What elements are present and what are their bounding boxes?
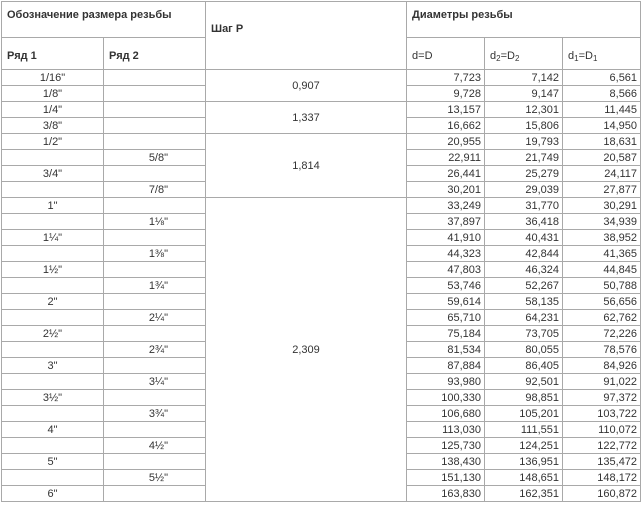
pitch-diameter-cell: 92,501 [485, 374, 563, 390]
size-row1-cell [2, 342, 104, 358]
major-diameter-cell: 100,330 [407, 390, 485, 406]
minor-diameter-cell: 44,845 [563, 262, 641, 278]
major-diameter-cell: 41,910 [407, 230, 485, 246]
pitch-diameter-cell: 36,418 [485, 214, 563, 230]
minor-D-symbol: D [585, 49, 593, 62]
minor-diameter-cell: 160,872 [563, 486, 641, 502]
row2-header: Ряд 2 [104, 38, 206, 70]
minor-diameter-cell: 56,656 [563, 294, 641, 310]
minor-diameter-cell: 78,576 [563, 342, 641, 358]
major-diameter-cell: 65,710 [407, 310, 485, 326]
size-row1-cell [2, 406, 104, 422]
size-row1-cell: 3½" [2, 390, 104, 406]
size-row2-cell [104, 390, 206, 406]
size-row2-cell: 1¾" [104, 278, 206, 294]
size-row2-cell [104, 102, 206, 118]
size-row1-cell: 1¼" [2, 230, 104, 246]
size-row2-cell [104, 326, 206, 342]
size-row2-cell [104, 422, 206, 438]
major-diameter-cell: 59,614 [407, 294, 485, 310]
pitch-diameter-cell: 105,201 [485, 406, 563, 422]
size-row1-cell: 6" [2, 486, 104, 502]
pitch-diameter-cell: 21,749 [485, 150, 563, 166]
pitch-cell: 0,907 [206, 70, 407, 102]
pitch-diameter-header: $d_2=D_2$ [485, 38, 563, 70]
major-diameter-cell: 30,201 [407, 182, 485, 198]
pitch-diameter-cell: 19,793 [485, 134, 563, 150]
table-row [2, 134, 641, 150]
size-row2-cell [104, 70, 206, 86]
size-row1-cell: 1/8" [2, 86, 104, 102]
size-row2-cell [104, 230, 206, 246]
size-row1-cell: 5" [2, 454, 104, 470]
size-row1-cell [2, 470, 104, 486]
major-diameter-cell: 7,723 [407, 70, 485, 86]
pitch-cell: 1,337 [206, 102, 407, 134]
pitch-diameter-cell: 86,405 [485, 358, 563, 374]
major-diameter-cell: 151,130 [407, 470, 485, 486]
thread-dimensions-table [1, 1, 641, 502]
minor-diameter-cell: 110,072 [563, 422, 641, 438]
size-row1-cell [2, 374, 104, 390]
major-diameter-cell: 22,911 [407, 150, 485, 166]
major-d-symbol: d [412, 49, 419, 62]
size-row2-cell [104, 118, 206, 134]
minor-d-symbol: d [568, 49, 575, 62]
minor-diameter-cell: 148,172 [563, 470, 641, 486]
size-row2-cell [104, 198, 206, 214]
size-row1-cell [2, 310, 104, 326]
minor-diameter-header: $d_1=D_1$ [563, 38, 641, 70]
major-diameter-cell: 13,157 [407, 102, 485, 118]
major-diameter-cell: 26,441 [407, 166, 485, 182]
size-row2-cell: 3¾" [104, 406, 206, 422]
size-row2-cell [104, 86, 206, 102]
minor-diameter-cell: 11,445 [563, 102, 641, 118]
size-row1-cell [2, 182, 104, 198]
pitch-diameter-cell: 9,147 [485, 86, 563, 102]
pitch-diameter-cell: 31,770 [485, 198, 563, 214]
pitch-diameter-cell: 52,267 [485, 278, 563, 294]
size-row1-cell: 3/4" [2, 166, 104, 182]
minor-D-subscript: 1 [592, 53, 598, 63]
major-diameter-cell: 37,897 [407, 214, 485, 230]
minor-diameter-cell: 103,722 [563, 406, 641, 422]
major-diameter-cell: 138,430 [407, 454, 485, 470]
major-diameter-cell: 93,980 [407, 374, 485, 390]
minor-diameter-cell: 6,561 [563, 70, 641, 86]
size-row2-cell [104, 358, 206, 374]
pitch-diameter-cell: 98,851 [485, 390, 563, 406]
minor-diameter-cell: 34,939 [563, 214, 641, 230]
major-diameter-cell: 163,830 [407, 486, 485, 502]
pitch-diameter-cell: 29,039 [485, 182, 563, 198]
pitch-diameter-cell: 64,231 [485, 310, 563, 326]
size-row1-cell [2, 214, 104, 230]
size-row1-cell: 3" [2, 358, 104, 374]
major-diameter-cell: 9,728 [407, 86, 485, 102]
minor-d-subscript: 1 [574, 53, 579, 63]
minor-diameter-cell: 24,117 [563, 166, 641, 182]
major-diameter-cell: 106,680 [407, 406, 485, 422]
pitch-diameter-cell: 111,551 [485, 422, 563, 438]
pitch-diameter-cell: 124,251 [485, 438, 563, 454]
pitch-diameter-cell: 40,431 [485, 230, 563, 246]
minor-diameter-cell: 30,291 [563, 198, 641, 214]
major-diameter-cell: 81,534 [407, 342, 485, 358]
pitch-cell: 1,814 [206, 134, 407, 198]
size-row2-cell: 4½" [104, 438, 206, 454]
major-diameter-cell: 33,249 [407, 198, 485, 214]
table-row [2, 102, 641, 118]
major-diameter-cell: 87,884 [407, 358, 485, 374]
size-row2-cell [104, 262, 206, 278]
minor-diameter-cell: 20,587 [563, 150, 641, 166]
pitch-d-subscript: 2 [496, 53, 501, 63]
minor-diameter-cell: 62,762 [563, 310, 641, 326]
pitch-diameter-cell: 46,324 [485, 262, 563, 278]
minor-diameter-cell: 18,631 [563, 134, 641, 150]
minor-diameter-cell: 38,952 [563, 230, 641, 246]
size-row1-cell [2, 150, 104, 166]
size-row1-cell: 1" [2, 198, 104, 214]
row1-header: Ряд 1 [2, 38, 104, 70]
pitch-diameter-cell: 148,651 [485, 470, 563, 486]
size-row1-cell: 1/4" [2, 102, 104, 118]
pitch-diameter-cell: 42,844 [485, 246, 563, 262]
minor-diameter-cell: 91,022 [563, 374, 641, 390]
size-row2-cell: 1⅜" [104, 246, 206, 262]
size-row1-cell [2, 438, 104, 454]
pitch-d-symbol: d [490, 49, 497, 62]
pitch-diameter-cell: 12,301 [485, 102, 563, 118]
size-row2-cell [104, 486, 206, 502]
minor-diameter-cell: 122,772 [563, 438, 641, 454]
major-diameter-cell: 16,662 [407, 118, 485, 134]
size-row2-cell: 1⅛" [104, 214, 206, 230]
pitch-diameter-cell: 80,055 [485, 342, 563, 358]
minor-diameter-cell: 72,226 [563, 326, 641, 342]
minor-diameter-cell: 135,472 [563, 454, 641, 470]
size-row1-cell: 1½" [2, 262, 104, 278]
major-diameter-cell: 47,803 [407, 262, 485, 278]
size-row2-cell [104, 134, 206, 150]
pitch-diameter-cell: 73,705 [485, 326, 563, 342]
pitch-diameter-cell: 58,135 [485, 294, 563, 310]
pitch-diameter-cell: 15,806 [485, 118, 563, 134]
size-row1-cell [2, 246, 104, 262]
pitch-cell: 2,309 [206, 198, 407, 502]
pitch-D-subscript: 2 [514, 53, 520, 63]
minor-diameter-cell: 84,926 [563, 358, 641, 374]
size-row2-cell: 7/8" [104, 182, 206, 198]
major-diameter-cell: 53,746 [407, 278, 485, 294]
minor-diameter-cell: 14,950 [563, 118, 641, 134]
minor-diameter-cell: 97,372 [563, 390, 641, 406]
pitch-D-symbol: D [507, 49, 515, 62]
pitch-diameter-cell: 162,351 [485, 486, 563, 502]
pitch-diameter-cell: 136,951 [485, 454, 563, 470]
size-row1-cell: 4" [2, 422, 104, 438]
minor-diameter-cell: 41,365 [563, 246, 641, 262]
minor-diameter-cell: 27,877 [563, 182, 641, 198]
size-row1-cell: 1/16" [2, 70, 104, 86]
size-row2-cell [104, 294, 206, 310]
major-diameter-cell: 125,730 [407, 438, 485, 454]
size-row1-cell: 2" [2, 294, 104, 310]
size-row2-cell: 5½" [104, 470, 206, 486]
size-row2-cell: 3¼" [104, 374, 206, 390]
table-row [2, 198, 641, 214]
minor-diameter-cell: 50,788 [563, 278, 641, 294]
pitch-header: Шаг P [206, 2, 407, 70]
size-row2-cell [104, 454, 206, 470]
major-diameter-cell: 113,030 [407, 422, 485, 438]
major-diameter-cell: 44,323 [407, 246, 485, 262]
major-diameter-header: d=D [407, 38, 485, 70]
size-row1-cell: 1/2" [2, 134, 104, 150]
thread-table-body [2, 70, 641, 502]
size-row2-cell: 2¼" [104, 310, 206, 326]
size-row2-cell [104, 166, 206, 182]
size-row1-cell [2, 278, 104, 294]
minor-diameter-cell: 8,566 [563, 86, 641, 102]
diameters-header: Диаметры резьбы [407, 2, 641, 38]
size-row1-cell: 3/8" [2, 118, 104, 134]
pitch-diameter-cell: 7,142 [485, 70, 563, 86]
major-D-symbol: D [424, 49, 433, 62]
major-diameter-cell: 75,184 [407, 326, 485, 342]
size-row2-cell: 2¾" [104, 342, 206, 358]
size-row1-cell: 2½" [2, 326, 104, 342]
designation-header: Обозначение размера резьбы [2, 2, 206, 38]
size-row2-cell: 5/8" [104, 150, 206, 166]
major-diameter-cell: 20,955 [407, 134, 485, 150]
pitch-diameter-cell: 25,279 [485, 166, 563, 182]
table-row [2, 70, 641, 86]
